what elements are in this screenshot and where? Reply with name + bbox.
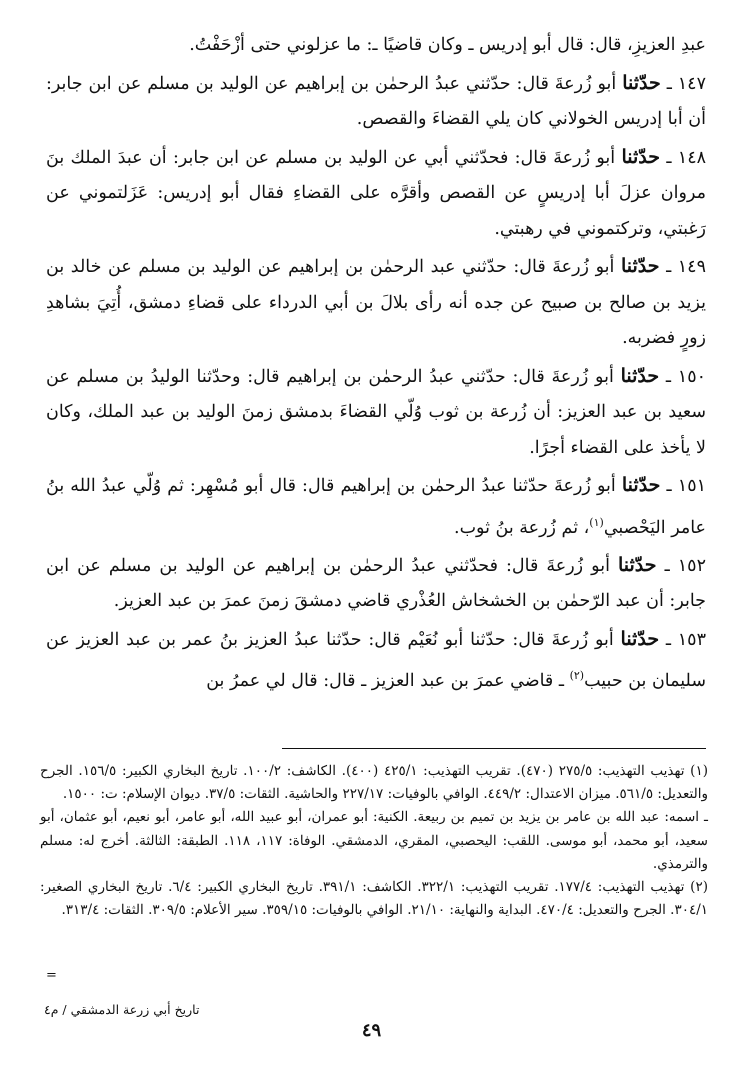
hadith-text-cont: ـ قاضي عمرَ بن عبد العزيز ـ قال: قال لي عمرُ بن (206, 671, 570, 692)
hadith-number: ١٤٨ ـ (666, 147, 706, 168)
hadith-147 (46, 66, 706, 138)
hadith-number: ١٥٣ ـ (665, 629, 706, 650)
hadith-152 (46, 548, 706, 620)
hadith-text-cont: ، ثم زُرعة بنُ ثوب. (454, 517, 590, 538)
hadith-text: أبو زُرعةَ قال: حدّثنا أبو نُعَيْم قال: حدّثنا عبدُ العزيز بنُ عمر بن عبد العزيز عن سليمان بن حبيب (46, 629, 706, 692)
footnote-1-details: ـ اسمه: عبد الله بن عامر بن يزيد بن تميم بن ربيعة. الكنية: أبو عمران، أبو عبيد الله، أبو عامر، أبو نعيم، أبو عثمان، أبو سعيد، أبو محمد، أبو موسى. اللقب: اليحصبي، المقري، الدمشقي. الوفاة: ١١٧، ١١٨. الطبقة: الثالثة. أخرج له: مسلم والترمذي. (40, 809, 708, 872)
hadith-text: أبو زُرعةَ قال: فحدّثني أبي عن الوليد بن مسلم عن ابن جابر: أن عبدَ الملك بنَ مروان عزلَ أبا إدريسٍ عن القصص وأقرَّه على القضاءِ فقال أبو إدريس: عَزَلتموني عن رَغبتي، وتركتموني في رهبتي. (46, 147, 706, 239)
footnotes (40, 760, 708, 922)
hadith-150 (46, 359, 706, 467)
hadith-keyword: حدّثنا (620, 364, 660, 387)
hadith-keyword: حدّثنا (620, 627, 660, 650)
hadith-keyword: حدّثنا (618, 553, 657, 576)
hadith-text: أبو زُرعةَ قال: فحدّثني عبدُ الرحمٰن بن إبراهيم عن الوليد بن مسلم عن ابن جابر: أن عبد الرّحمٰن بن الخشخاش العُذْري قاضي دمشقَ زمنَ عمرَ بن عبد العزيز. (46, 555, 706, 612)
footnote-1: (١) تهذيب التهذيب: ٢٧٥/٥ (٤٧٠). تقريب التهذيب: ٤٢٥/١ (٤٠٠). الكاشف: ١٠٠/٢. تاريخ البخاري الكبير: ١٥٦/٥. الجرح والتعديل: ٥٦١/٥. ميزان الاعتدال: ٤٤٩/٢. الوافي بالوفيات: ٢٢٧/١٧ والحاشية. الثقات: ٣٧/٥. ديوان الإسلام: ت: ١٥٠٠. (40, 763, 708, 803)
main-text (46, 28, 706, 702)
continuation-mark: = (46, 968, 57, 983)
hadith-keyword: حدّثنا (622, 71, 661, 94)
hadith-151 (46, 468, 706, 546)
hadith-text: أبو زُرعةَ حدّثنا عبدُ الرحمٰن بن إبراهيم قال: قال أبو مُسْهِر: ثم وُلّي عبدُ الله بنُ عامر اليَحْصبي (46, 476, 706, 538)
page-number: ٤٩ (361, 1020, 382, 1041)
hadith-keyword: حدّثنا (620, 255, 660, 277)
hadith-number: ١٥١ ـ (666, 476, 706, 496)
hadith-number: ١٥٠ ـ (665, 366, 706, 387)
hadith-keyword: حدّثنا (621, 145, 660, 168)
hadith-149 (46, 249, 706, 357)
hadith-153 (46, 622, 706, 700)
footnote-ref: (٢) (569, 669, 585, 683)
footnote-ref: (١) (589, 515, 604, 529)
hadith-keyword: حدّثنا (621, 474, 661, 496)
hadith-text: أبو زُرعةَ قال: حدّثني عبدُ الرحمٰن بن إبراهيم عن الوليد بن مسلم عن ابن جابر: أن أبا إدريس الخولاني كان يلي القضاءَ والقصص. (46, 73, 706, 129)
hadith-text: أبو زُرعةَ قال: حدّثني عبدُ الرحمٰن بن إبراهيم قال: وحدّثنا الوليدُ بن مسلم عن سعيد بن عبد العزيز: أن زُرعة بن ثوب وُلّي القضاءَ بدمشق زمنَ الوليد بن عبد الملك، وكان لا يأخذ على القضاء أجرًا. (46, 366, 706, 458)
hadith-148 (46, 140, 706, 248)
hadith-number: ١٤٧ ـ (666, 73, 706, 94)
hadith-text: أبو زُرعةَ قال: حدّثني عبد الرحمٰن بن إبراهيم عن الوليد بن مسلم عن خالد بن يزيد بن صالح بن صبيح عن جده أنه رأى بلالَ بن أبي الدرداء على قضاءِ دمشق، أُتِيَ بشاهدِ زورٍ فضربه. (46, 257, 706, 348)
hadith-number: ١٤٩ ـ (666, 257, 706, 277)
signature-note: تاريخ أبي زرعة الدمشقي / م٤ (44, 1002, 200, 1017)
footnote-divider (282, 748, 706, 749)
footnote-2: (٢) تهذيب التهذيب: ١٧٧/٤. تقريب التهذيب: ٣٢٢/١. الكاشف: ٣٩١/١. تاريخ البخاري الكبير: ٦/٤. تاريخ البخاري الصغير: ٣٠٤/١. الجرح والتعديل: ٤٧٠/٤. البداية والنهاية: ٢١/١٠. الوافي بالوفيات: ٣٥٩/١٥. سير الأعلام: ٣٠٩/٥. الثقات: ٣١٣/٤. (40, 879, 708, 919)
paragraph-continuation: عبدِ العزيزِ، قال: قال أبو إدريس ـ وكان قاضيًا ـ: ما عزلوني حتى أزْحَفْتُ. (189, 35, 706, 55)
hadith-number: ١٥٢ ـ (664, 555, 706, 576)
